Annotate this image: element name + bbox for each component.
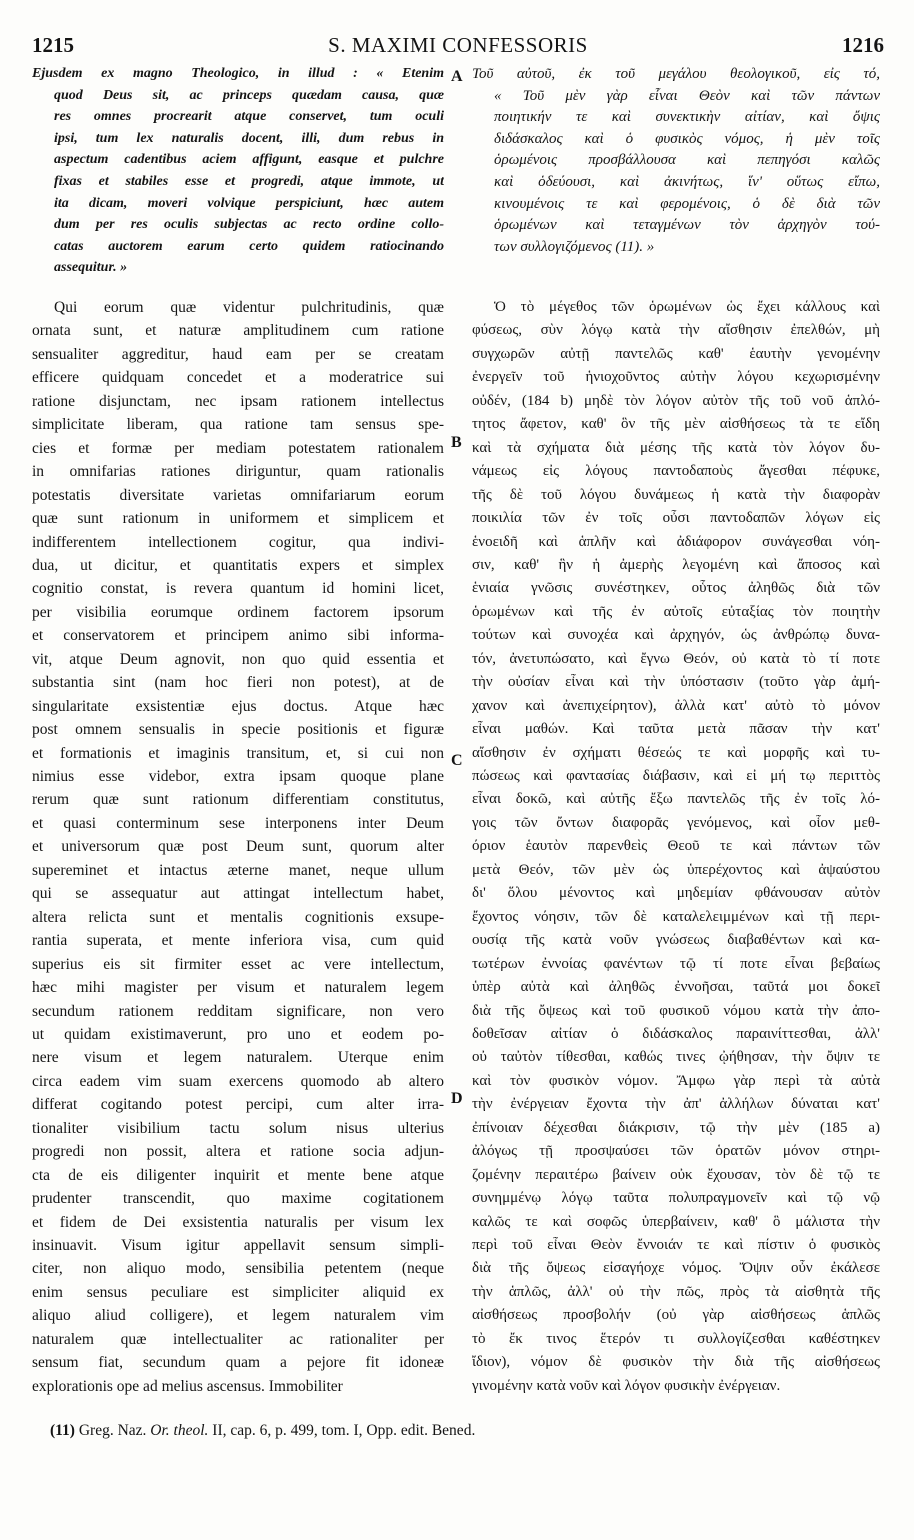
footnote-work: Or. theol.: [150, 1422, 209, 1439]
greek-text-line: ἑνιαία γνῶσις συνέστηκεν, οὗτος ἀληθῶς διὰ τῶν: [472, 580, 880, 597]
footnote-number: (11): [50, 1422, 75, 1439]
greek-text-line: ὑπὲρ αὐτὰ καὶ ἀληθῶς ἐννοῆσαι, ταῦτά μοι δοκεῖ: [472, 979, 880, 996]
greek-text-line: όριον ἑαυτὸν παρενθεὶς Θεοῦ τε καὶ πάντων τῶν: [472, 838, 880, 855]
greek-text-line: περὶ τοῦ εἶναι Θεὸν ἔννοιάν τε καὶ πίστιν ὁ φυσικὸς: [472, 1237, 880, 1253]
margin-letter-a: A: [451, 68, 463, 85]
greek-text-line: οὐδέν, (184 b) μηδὲ τὸν λόγον αὐτὸν τῆς τοῦ νοῦ ἁπλό-: [472, 392, 880, 409]
footnote-ref: II, cap. 6, p. 499, tom. I, Opp. edit. Bened.: [212, 1422, 476, 1439]
greek-text-line: χανον καὶ ἀνεπιχείρητον), ἀλλὰ κατ' αὐτὸ τὸ μόνον: [472, 697, 880, 714]
greek-text-line: τὴν οὐσίαν εἶναι καὶ τὴν ὑπόστασιν (τοῦτο γὰρ ἀμή-: [472, 674, 880, 691]
latin-text-line: et fidem de Dei exsistentia naturalis per visum lex: [32, 1213, 444, 1231]
greek-text-line: πώσεως καὶ φαντασίας διάβασιν, καὶ εἰ μή τῳ περιττὸς: [472, 768, 880, 784]
greek-text-line: τὸ ἔκ τινος ἕτερόν τι συλλογίζεσθαι καθέστηκεν: [472, 1330, 880, 1347]
greek-text-line: τητος ἄφετον, καθ' ὃν τῆς μὲν αἰσθήσεως τὰ τε εἴδη: [472, 416, 880, 433]
latin-text-line: sensualiter aggreditur, haud eam per se creatam: [32, 345, 444, 363]
greek-text-line: εἶναι μαθών. Καὶ ταῦτα μετὰ πᾶσαν τὴν κατ': [472, 721, 880, 738]
latin-quote-line: res omnes procrearit atque conservet, tum oculi: [54, 109, 444, 125]
greek-quote-line: κινουμένοις τε καὶ φερομένοις, ὁ δὲ διὰ τῶν: [494, 195, 880, 212]
greek-quote-line: ὁρωμένων καὶ τεταγμένων τὸν ἀρχηγὸν τού-: [494, 217, 880, 234]
page-header: [32, 33, 884, 63]
latin-text-line: supereminet et intactus æterne manet, neque ullum: [32, 861, 444, 879]
latin-text-line: potestatis diversitate varietas omnifariarum eorum: [32, 486, 444, 504]
greek-quote-line: διδάσκαλος καὶ ὁ φυσικὸς νόμος, ἡ μὲν τοῖς: [494, 130, 880, 147]
page-number-right: 1216: [842, 33, 884, 57]
greek-text-line: γινομένην κατὰ νοῦν καὶ λόγον φυσικὴν ἐνέργειαν.: [472, 1377, 781, 1394]
greek-text-line: καὶ τὸν φυσικὸν νόμον. Ἄμφω γὰρ περὶ τὰ αὐτὰ: [472, 1072, 880, 1089]
greek-text-line: συγχωρῶν αὐτῇ παντελῶς καθ' ἑαυτὴν γενομένην: [472, 345, 880, 362]
latin-text-line: indifferentem intellectionem cogitur, qua indivi-: [32, 533, 444, 551]
latin-quote-line: dum per res oculis subjectas ac recto ordine collo-: [54, 217, 444, 233]
latin-text-line: ornata sunt, et naturæ amplitudinem cum ratione: [32, 322, 444, 340]
greek-quote-line: των συλλογιζόμενος (11). »: [494, 238, 655, 255]
latin-text-line: explorationis ope ad melius ascensus. Immobiliter: [32, 1377, 343, 1395]
greek-quote-line: ποιητικήν τε καὶ συνεκτικὴν αἰτίαν, καὶ ὄψις: [494, 109, 880, 126]
latin-text-line: circa eadem vim suam exercens quomodo ab altero: [32, 1072, 444, 1090]
greek-quote-line: Τοῦ αὐτοῦ, ἐκ τοῦ μεγάλου θεολογικοῦ, εἰς τό,: [472, 66, 880, 82]
latin-quote-line: assequitur. »: [54, 260, 128, 276]
page-number-left: 1215: [32, 33, 74, 57]
latin-text-line: per visibilia eorumque ordinem factorem ipsorum: [32, 603, 444, 621]
footnote-author: Greg. Naz.: [78, 1422, 147, 1439]
latin-text-line: differat cogitando potest percipi, cum alter irra-: [32, 1096, 444, 1114]
greek-text-line: νάμεως εἰς λόγους παντοδαποὺς ἄγεσθαι πέφυκε,: [472, 463, 880, 480]
greek-text-line: ουσίᾳ τῆς κατὰ νοῦν γνώσεως διαβαθέντων καὶ κα-: [472, 932, 880, 949]
latin-quote-line: catas auctorem earum certo quidem ratiocinando: [54, 238, 444, 254]
latin-text-line: et formationis et imaginis transitum, et, si cui non: [32, 744, 444, 762]
greek-text-line: συνημμένῳ λόγῳ ταῦτα πολυπραγμονεῖν καὶ τῷ νῷ: [472, 1190, 880, 1207]
margin-letter-b: B: [451, 434, 462, 451]
latin-text-line: singularitate exsistentiæ ejus doctus. Atque hæc: [32, 697, 444, 715]
greek-text-line: φύσεως, σὺν λόγῳ κατὰ τὴν αἴσθησιν ἐπελθών, μὴ: [472, 322, 880, 339]
latin-text-line: substantia sint (nam hoc fieri non potest), at de: [32, 674, 444, 692]
greek-text-line: ἔχοντος νόησιν, τῶν δὲ καταλελειμμένων καὶ τῇ περι-: [472, 908, 880, 925]
latin-text-line: dua, ut dicitur, et quantitatis expers et simplex: [32, 556, 444, 574]
greek-text-line: τούτων καὶ συνοχέα καὶ ἀρχηγόν, ὡς ἀνθρώπῳ δυνα-: [472, 627, 880, 644]
greek-text-line: εἶναι δοκῶ, καὶ αὐτῆς ἔξω παντελῶς τῆς ἐν τοῖς λό-: [472, 791, 880, 808]
latin-text-line: ut quidam existimaverunt, pro uno et eodem po-: [32, 1025, 444, 1043]
latin-text-line: progredi non possit, altera et ratione socia adjun-: [32, 1143, 444, 1161]
latin-quote-line: Ejusdem ex magno Theologico, in illud : « Etenim: [32, 66, 444, 81]
greek-text-line: διὰ τῆς ὄψεως καὶ τοῦ φυσικοῦ νόμου κατὰ τὴν ἀπο-: [472, 1002, 880, 1019]
latin-quote-line: fixas et stabiles esse et progredi, atque immote, ut: [54, 174, 444, 189]
latin-text-line: qui se assequatur aut attingat intellectum habet,: [32, 885, 444, 903]
greek-text-line: Ὁ τὸ μέγεθος τῶν ὁρωμένων ὡς ἔχει κάλλους καὶ: [494, 299, 880, 315]
latin-text-line: rantia superata, et mente inferiora visa, cum quid: [32, 932, 444, 950]
greek-text-line: αἰσθήσεως προσβολήν (οὐ γὰρ αἰσθήσεως ἁπλῶς: [472, 1307, 880, 1324]
greek-text-line: τὴν ἁπλῶς, ἀλλ' οὐ τὴν πῶς, πρὸς τὰ αἰσθητὰ τῆς: [472, 1283, 880, 1300]
latin-quote-line: ita dicam, moveri volvique perspiciunt, hæc autem: [54, 195, 444, 211]
greek-text-line: ἐνεργεῖν τοῦ ἡνιοχοῦντος αὐτὴν λόγου κεχωρισμένην: [472, 369, 880, 386]
latin-text-line: et conservatorem et principem animo sibi informa-: [32, 627, 444, 645]
latin-text-line: simplicitate liberam, qua ratione tam sensus spe-: [32, 416, 444, 434]
greek-text-line: γοις τῶν ὄντων διαφορᾶς γενόμενος, καὶ οἷον μεθ-: [472, 814, 880, 831]
footnote: [50, 1422, 475, 1440]
running-title: S. MAXIMI CONFESSORIS: [328, 33, 588, 57]
greek-text-line: δι' ὅλου μένοντος καὶ μηδεμίαν φθάνουσαν αὐτὸν: [472, 885, 880, 902]
greek-text-line: ποικιλία τῶν ἐν τοῖς οὖσι παντοδαπῶν λόγων εἰς: [472, 510, 880, 527]
greek-text-line: τῆς δὲ τοῦ λόγου δυνάμεως ἡ κατὰ τὴν διαφορὰν: [472, 486, 880, 503]
latin-text-line: et quasi conterminum sese interponens inter Deum: [32, 814, 444, 832]
latin-text-line: tionaliter visibilium tactu solum nisus ulterius: [32, 1119, 444, 1137]
latin-text-line: hæc mihi magister per visum et naturalem legem: [32, 979, 444, 997]
latin-text-line: cta de eis diligenter inquirit et mente bene atque: [32, 1166, 444, 1184]
greek-text-line: καὶ τὰ σχήματα διὰ μέσης τῆς κατὰ τὸν λόγον δυ-: [472, 439, 880, 456]
greek-text-line: ὁρωμένων καὶ τῆς ἐν αὐτοῖς εὐταξίας τὸν ποιητὴν: [472, 603, 880, 620]
greek-text-line: μετὰ Θεόν, τῶν μὲν ὡς ὑπερέχοντος καὶ ἀψαύστου: [472, 861, 880, 878]
greek-text-line: καλῶς τε καὶ σοφῶς ὑπερβαίνειν, καθ' ὃ μάλιστα τὴν: [472, 1213, 880, 1230]
latin-text-line: ratione disjunctam, nec ipsam rationem intellectus: [32, 392, 444, 410]
latin-text-line: in omnifarias rationes diriguntur, quam rationalis: [32, 463, 444, 481]
greek-text-line: τὴν ἐνέργειαν ἔχοντα τὴν ἀπ' ἀλλήλων δύναται κατ': [472, 1096, 880, 1113]
greek-text-line: οὐ ταὐτὸν τίθεσθαι, καθώς τινες ᾠήθησαν, τὴν ὄψιν τε: [472, 1049, 880, 1066]
latin-text-line: insinuavit. Visum igitur appellavit sensum simpli-: [32, 1237, 444, 1254]
margin-letter-c: C: [451, 752, 463, 769]
greek-quote-line: καὶ ὁδεύουσι, καὶ ἀκινήτως, ἵν' οὕτως εἴπω,: [494, 174, 880, 190]
latin-text-line: altera relicta sunt et mentalis cognitionis exsupe-: [32, 908, 444, 926]
latin-text-line: nere visum et legem naturalem. Uterque enim: [32, 1049, 444, 1067]
greek-text-line: ἴδιον), νόμον δὲ φυσικὸν τὴν διὰ τῆς αἰσθήσεως: [472, 1354, 880, 1371]
latin-text-line: efficere quidquam concedet et a moderatrice sui: [32, 369, 444, 387]
latin-text-line: Qui eorum quæ videntur pulchritudinis, quæ: [54, 299, 444, 316]
latin-quote-line: quod Deus sit, ac princeps quædam causa, quæ: [54, 87, 444, 103]
latin-text-line: sensum fiat, secundum quam a pejore fit idoneæ: [32, 1354, 444, 1372]
greek-text-line: αἴσθησιν ἐν σχήματι θέσεώς τε καὶ μορφῆς καὶ τυ-: [472, 744, 880, 761]
latin-text-line: citer, non aliquo modo, sensibilia petentem (neque: [32, 1260, 444, 1278]
margin-letter-d: D: [451, 1090, 463, 1107]
greek-text-line: ἀλόγως τῇ προσψαύσει τῶν ὁρατῶν μόνον στηρι-: [472, 1143, 880, 1160]
greek-quote-line: « Τοῦ μὲν γὰρ εἶναι Θεὸν καὶ τῶν πάντων: [494, 87, 880, 104]
greek-text-line: ἐπίνοιαν δέχεσθαι διάκρισιν, τῷ τὴν μὲν (185 a): [472, 1119, 880, 1136]
greek-text-line: σιν, καθ' ἣν ἡ ἀμερὴς λεγομένη καὶ ἄποσος καὶ: [472, 556, 880, 573]
greek-text-line: τόν, ἀνετυπώσατο, καὶ ἔγνω Θεόν, οὐ κατὰ τὸ τί ποτε: [472, 650, 880, 667]
latin-text-line: rerum quæ sunt rationum differentiam constitutus,: [32, 791, 444, 809]
greek-text-line: δοθεῖσαν αἰτίαν ὁ διδάσκαλος παραινίττεσθαι, ἀλλ': [472, 1025, 880, 1042]
latin-text-line: nimius esse videbor, extra ipsam quoque plane: [32, 768, 444, 785]
latin-quote-line: aspectum cadentibus aciem affigunt, easque et pulchre: [54, 152, 444, 168]
latin-text-line: aliquo aliud colligere), et legem naturalem vim: [32, 1307, 444, 1325]
latin-text-line: naturalem quæ intellectualiter ac rationaliter per: [32, 1330, 444, 1348]
latin-text-line: secundum rationem redditam significare, non vero: [32, 1002, 444, 1020]
greek-quote-line: ὁρωμένοις προσβάλλουσα καὶ πεπηγόσι καλῶς: [494, 152, 880, 169]
greek-text-line: ἑνοειδῆ καὶ ἁπλῆν καὶ ἀδιάφορον συνάγεσθαι νόη-: [472, 533, 880, 550]
latin-text-line: vit, atque Deum agnovit, non quo quid essentia et: [32, 650, 444, 668]
latin-text-line: post omnem sensualis in specie positionis et figuræ: [32, 721, 444, 739]
latin-text-line: cies et formæ per mediam potestatem rationalem: [32, 439, 444, 457]
latin-text-line: superius eis sit firmiter esset ac vere intellectum,: [32, 955, 444, 973]
latin-text-line: et universorum quæ post Deum sunt, quorum alter: [32, 838, 444, 856]
latin-quote-line: ipsi, tum lex naturalis docent, illi, dum rebus in: [54, 130, 444, 146]
greek-text-line: διὰ τῆς ὄψεως εἰσαγήοχε νόμος. Ὄψιν οὖν ἐκάλεσε: [472, 1260, 880, 1277]
latin-text-line: quæ sunt rationum in uniformem et simplicem et: [32, 510, 444, 528]
greek-text-line: ζομένην περαιτέρω βαίνειν οὐκ ἔχουσαν, τὸν δὲ τῷ τε: [472, 1166, 880, 1183]
greek-text-line: τωτέρων ἐννοίας φανέντων τῷ τί ποτε εἶναι βεβαίως: [472, 955, 880, 972]
latin-text-line: prudenter transcendit, quo maxime cogitationem: [32, 1190, 444, 1208]
latin-text-line: cognitio constat, is revera quantum id homini licet,: [32, 580, 444, 598]
latin-text-line: enim sensus peculiare est simpliciter aliquid ex: [32, 1283, 444, 1301]
